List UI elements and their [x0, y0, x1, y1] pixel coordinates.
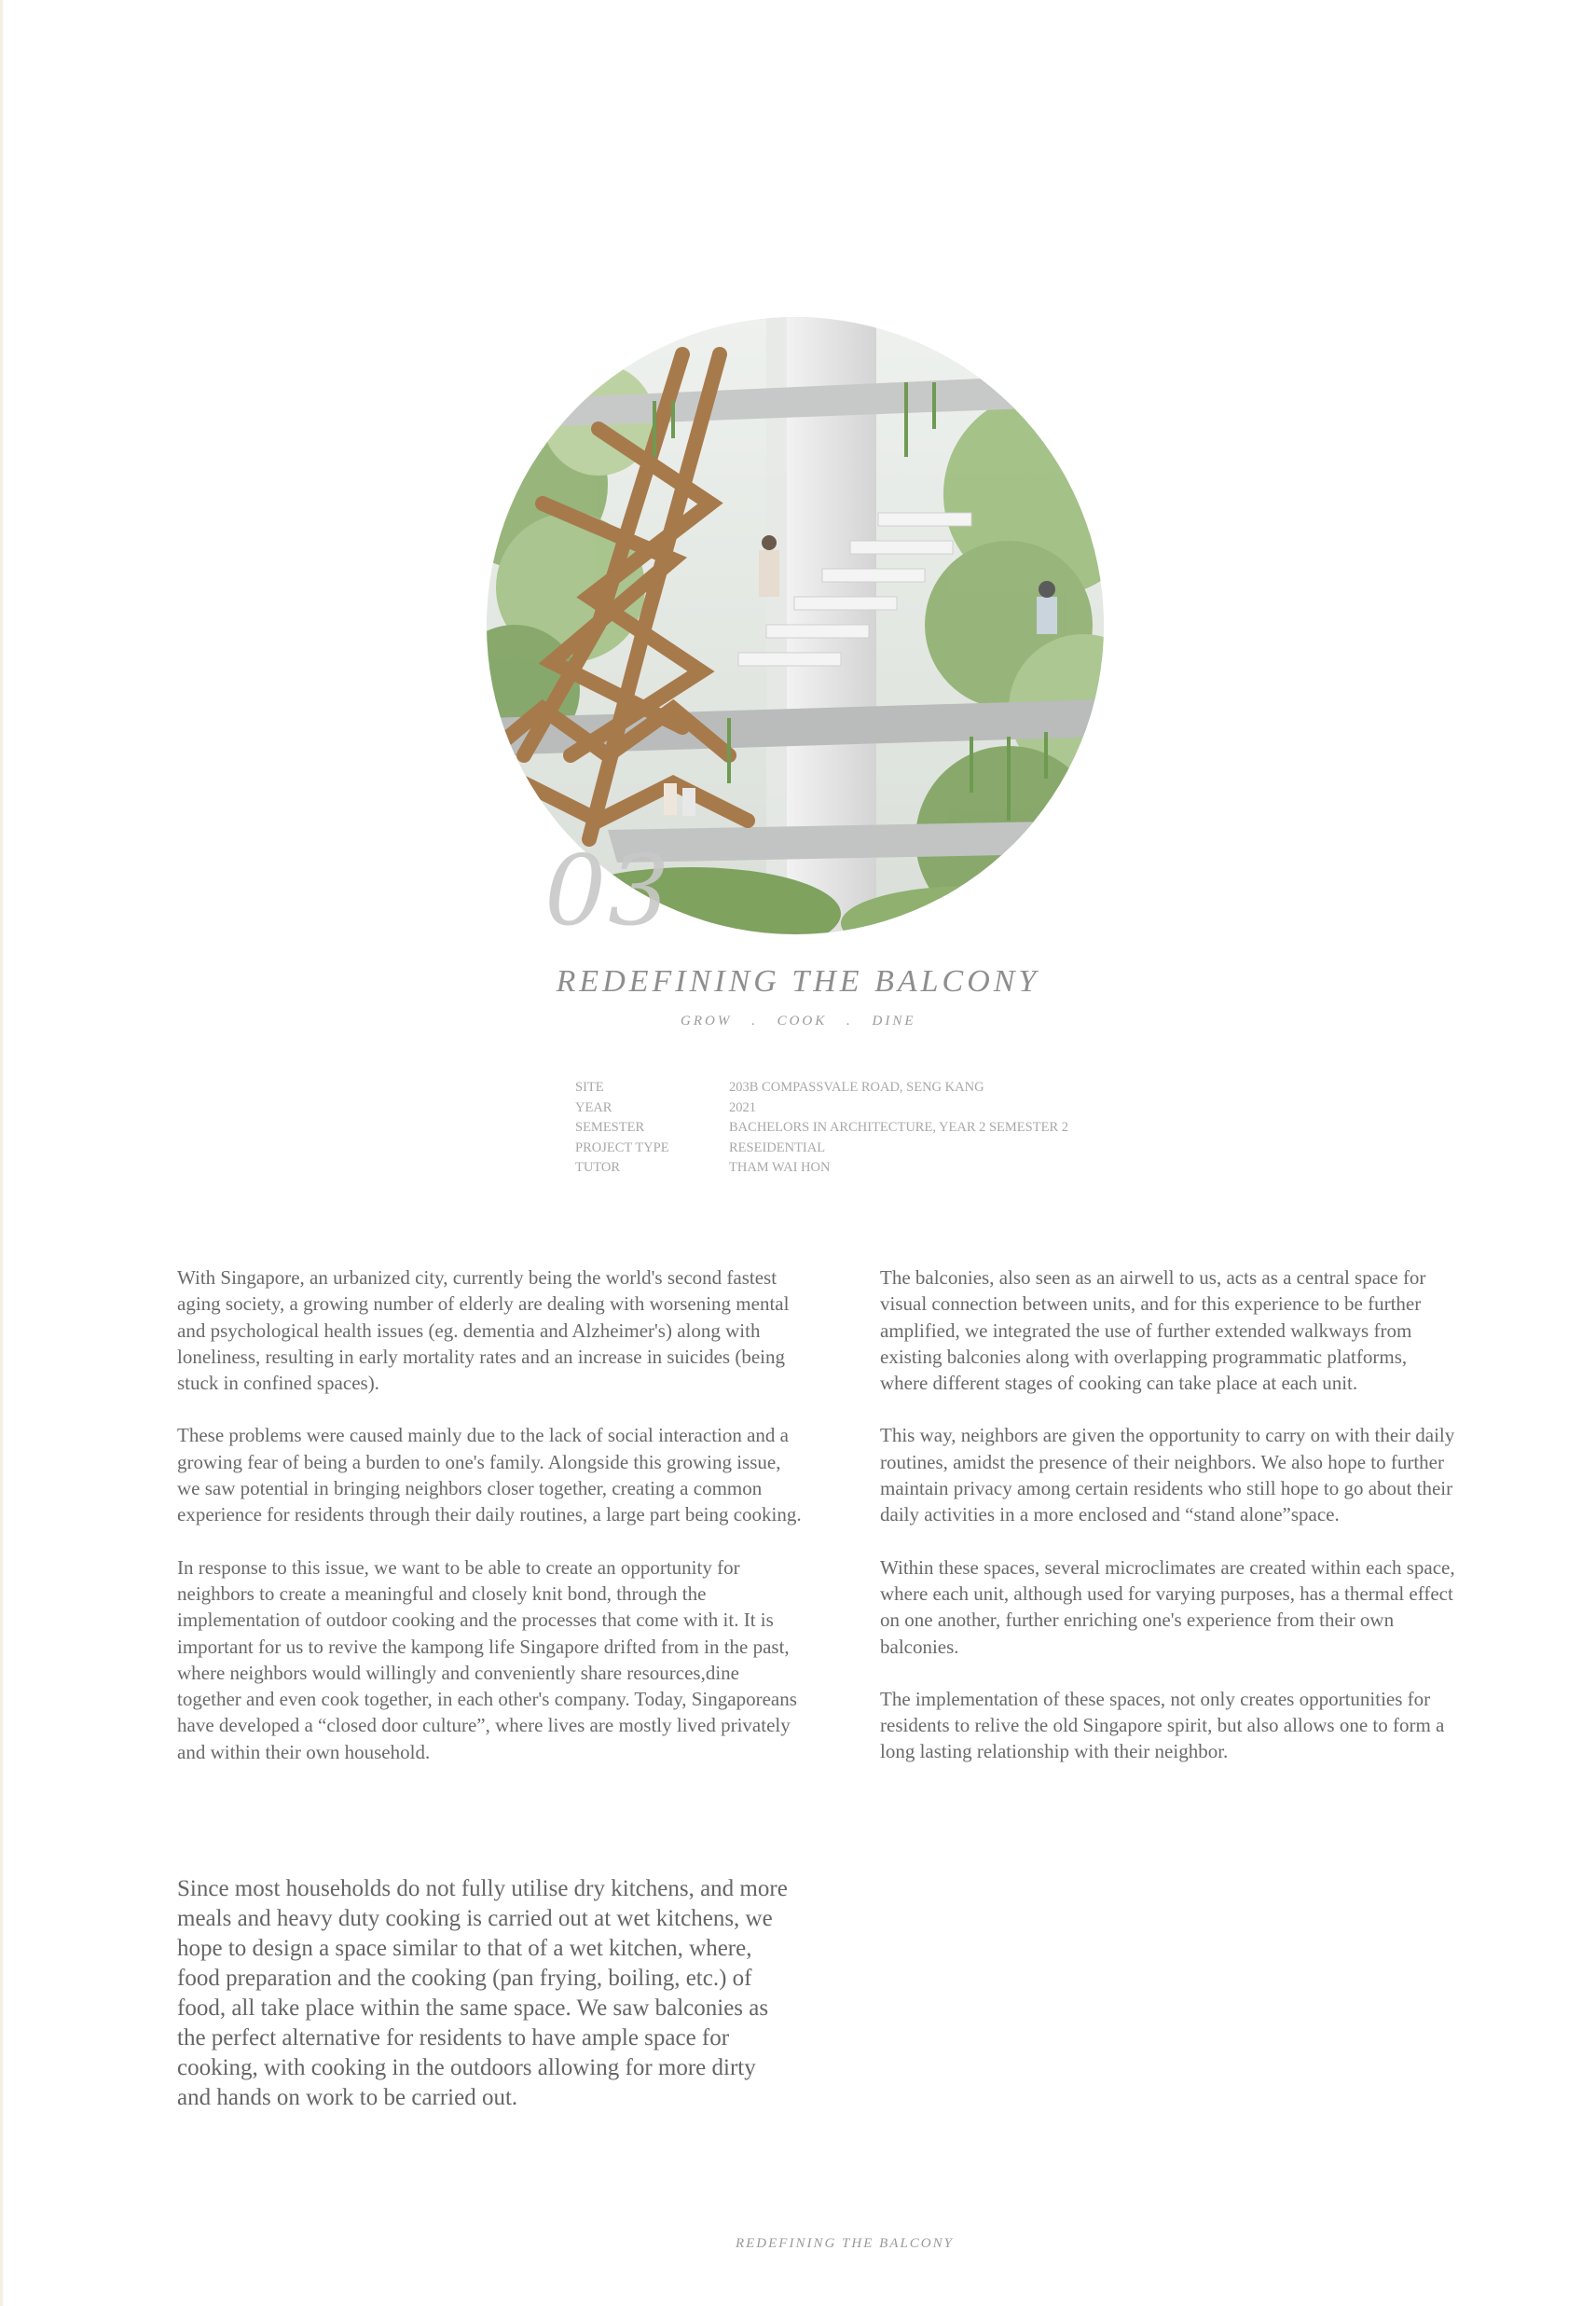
info-value: 2021	[729, 1099, 756, 1115]
paragraph: These problems were caused mainly due to the lack of social interaction and a growing fear of being a burden to one's family. Alongside this growing issue, we saw potential in bringing neighbors closer together, creating a common experience for residents through their daily routines, a large part being cooking.	[177, 1424, 802, 1526]
left-text-column	[177, 1264, 804, 1791]
info-label: PROJECT TYPE	[575, 1139, 669, 1155]
project-title: REDEFINING THE BALCONY	[556, 964, 1040, 999]
subtitle-dot-2: .	[846, 1014, 853, 1029]
paragraph: The implementation of these spaces, not only creates opportunities for residents to relive the old Singapore spirit, but also allows one to form a long lasting relationship with their neighbor.	[880, 1687, 1445, 1763]
info-value: RESEIDENTIAL	[729, 1139, 826, 1155]
info-label: SITE	[575, 1080, 604, 1095]
paragraph: With Singapore, an urbanized city, currently being the world's second fastest aging society, a growing number of elderly are dealing with worsening mental and psychological health issues (eg. dementia and Alzheimer's) along with loneliness, resulting in early mortality rates and an increase in suicides (being stuck in confined spaces).	[177, 1266, 790, 1395]
info-value: 203B COMPASSVALE ROAD, SENG KANG	[729, 1080, 984, 1095]
project-number: 03	[544, 834, 672, 947]
paragraph: In response to this issue, we want to be able to create an opportunity for neighbors to create a meaningful and closely knit bond, through the implementation of outdoor cooking and the processes that come with it. It is important for us to revive the kampong life Singapore drifted from in the past, where neighbors would willingly and conveniently share resources,dine together and even cook together, in each other's company. Today, Singaporeans have developed a “closed door culture”, where lives are mostly lived privately and within their own household.	[177, 1555, 797, 1763]
subtitle-grow: GROW	[681, 1014, 733, 1029]
subtitle-cook: COOK	[777, 1014, 828, 1029]
info-row-year	[575, 1098, 1068, 1119]
project-subtitle	[681, 1014, 916, 1029]
subtitle-dine: DINE	[872, 1014, 916, 1029]
large-paragraph: Since most households do not fully utilise dry kitchens, and more meals and heavy duty cooking is carried out at wet kitchens, we hope to design a space similar to that of a wet kitchen, where, food preparation and the cooking (pan frying, boiling, etc.) of food, all take place within the same space. We saw balconies as the perfect alternative for residents to have ample space for cooking, with cooking in the outdoors allowing for more dirty and hands on work to be carried out.	[177, 1876, 788, 2110]
paragraph: This way, neighbors are given the opportunity to carry on with their daily routines, amidst the presence of their neighbors. We also hope to further maintain privacy among certain residents who still hope to go about their daily activities in a more enclosed and “stand alone”space.	[880, 1424, 1455, 1526]
info-row-site	[575, 1078, 1068, 1098]
subtitle-dot-1: .	[751, 1014, 758, 1029]
info-label: SEMESTER	[575, 1120, 645, 1135]
info-label: TUTOR	[575, 1160, 621, 1175]
info-value: THAM WAI HON	[729, 1160, 831, 1175]
info-row-tutor	[575, 1158, 1068, 1179]
info-row-semester	[575, 1118, 1068, 1139]
paragraph: The balconies, also seen as an airwell to us, acts as a central space for visual connection between units, and for this experience to be further amplified, we integrated the use of further extended walkways from existing balconies along with overlapping programmatic platforms, where different stages of cooking can take place at each unit.	[880, 1266, 1426, 1395]
page-edge-strip	[0, 0, 3, 2306]
right-text-column	[880, 1264, 1458, 1791]
paragraph: Within these spaces, several microclimates are created within each space, where each unit, although used for varying purposes, has a thermal effect on one another, further enriching one's experience from their own balconies.	[880, 1555, 1455, 1658]
info-label: YEAR	[575, 1099, 612, 1115]
info-row-project-type	[575, 1139, 1068, 1159]
info-value: BACHELORS IN ARCHITECTURE, YEAR 2 SEMESTER 2	[729, 1120, 1068, 1135]
project-info-table	[575, 1078, 1068, 1179]
page-footer: REDEFINING THE BALCONY	[735, 2236, 954, 2251]
